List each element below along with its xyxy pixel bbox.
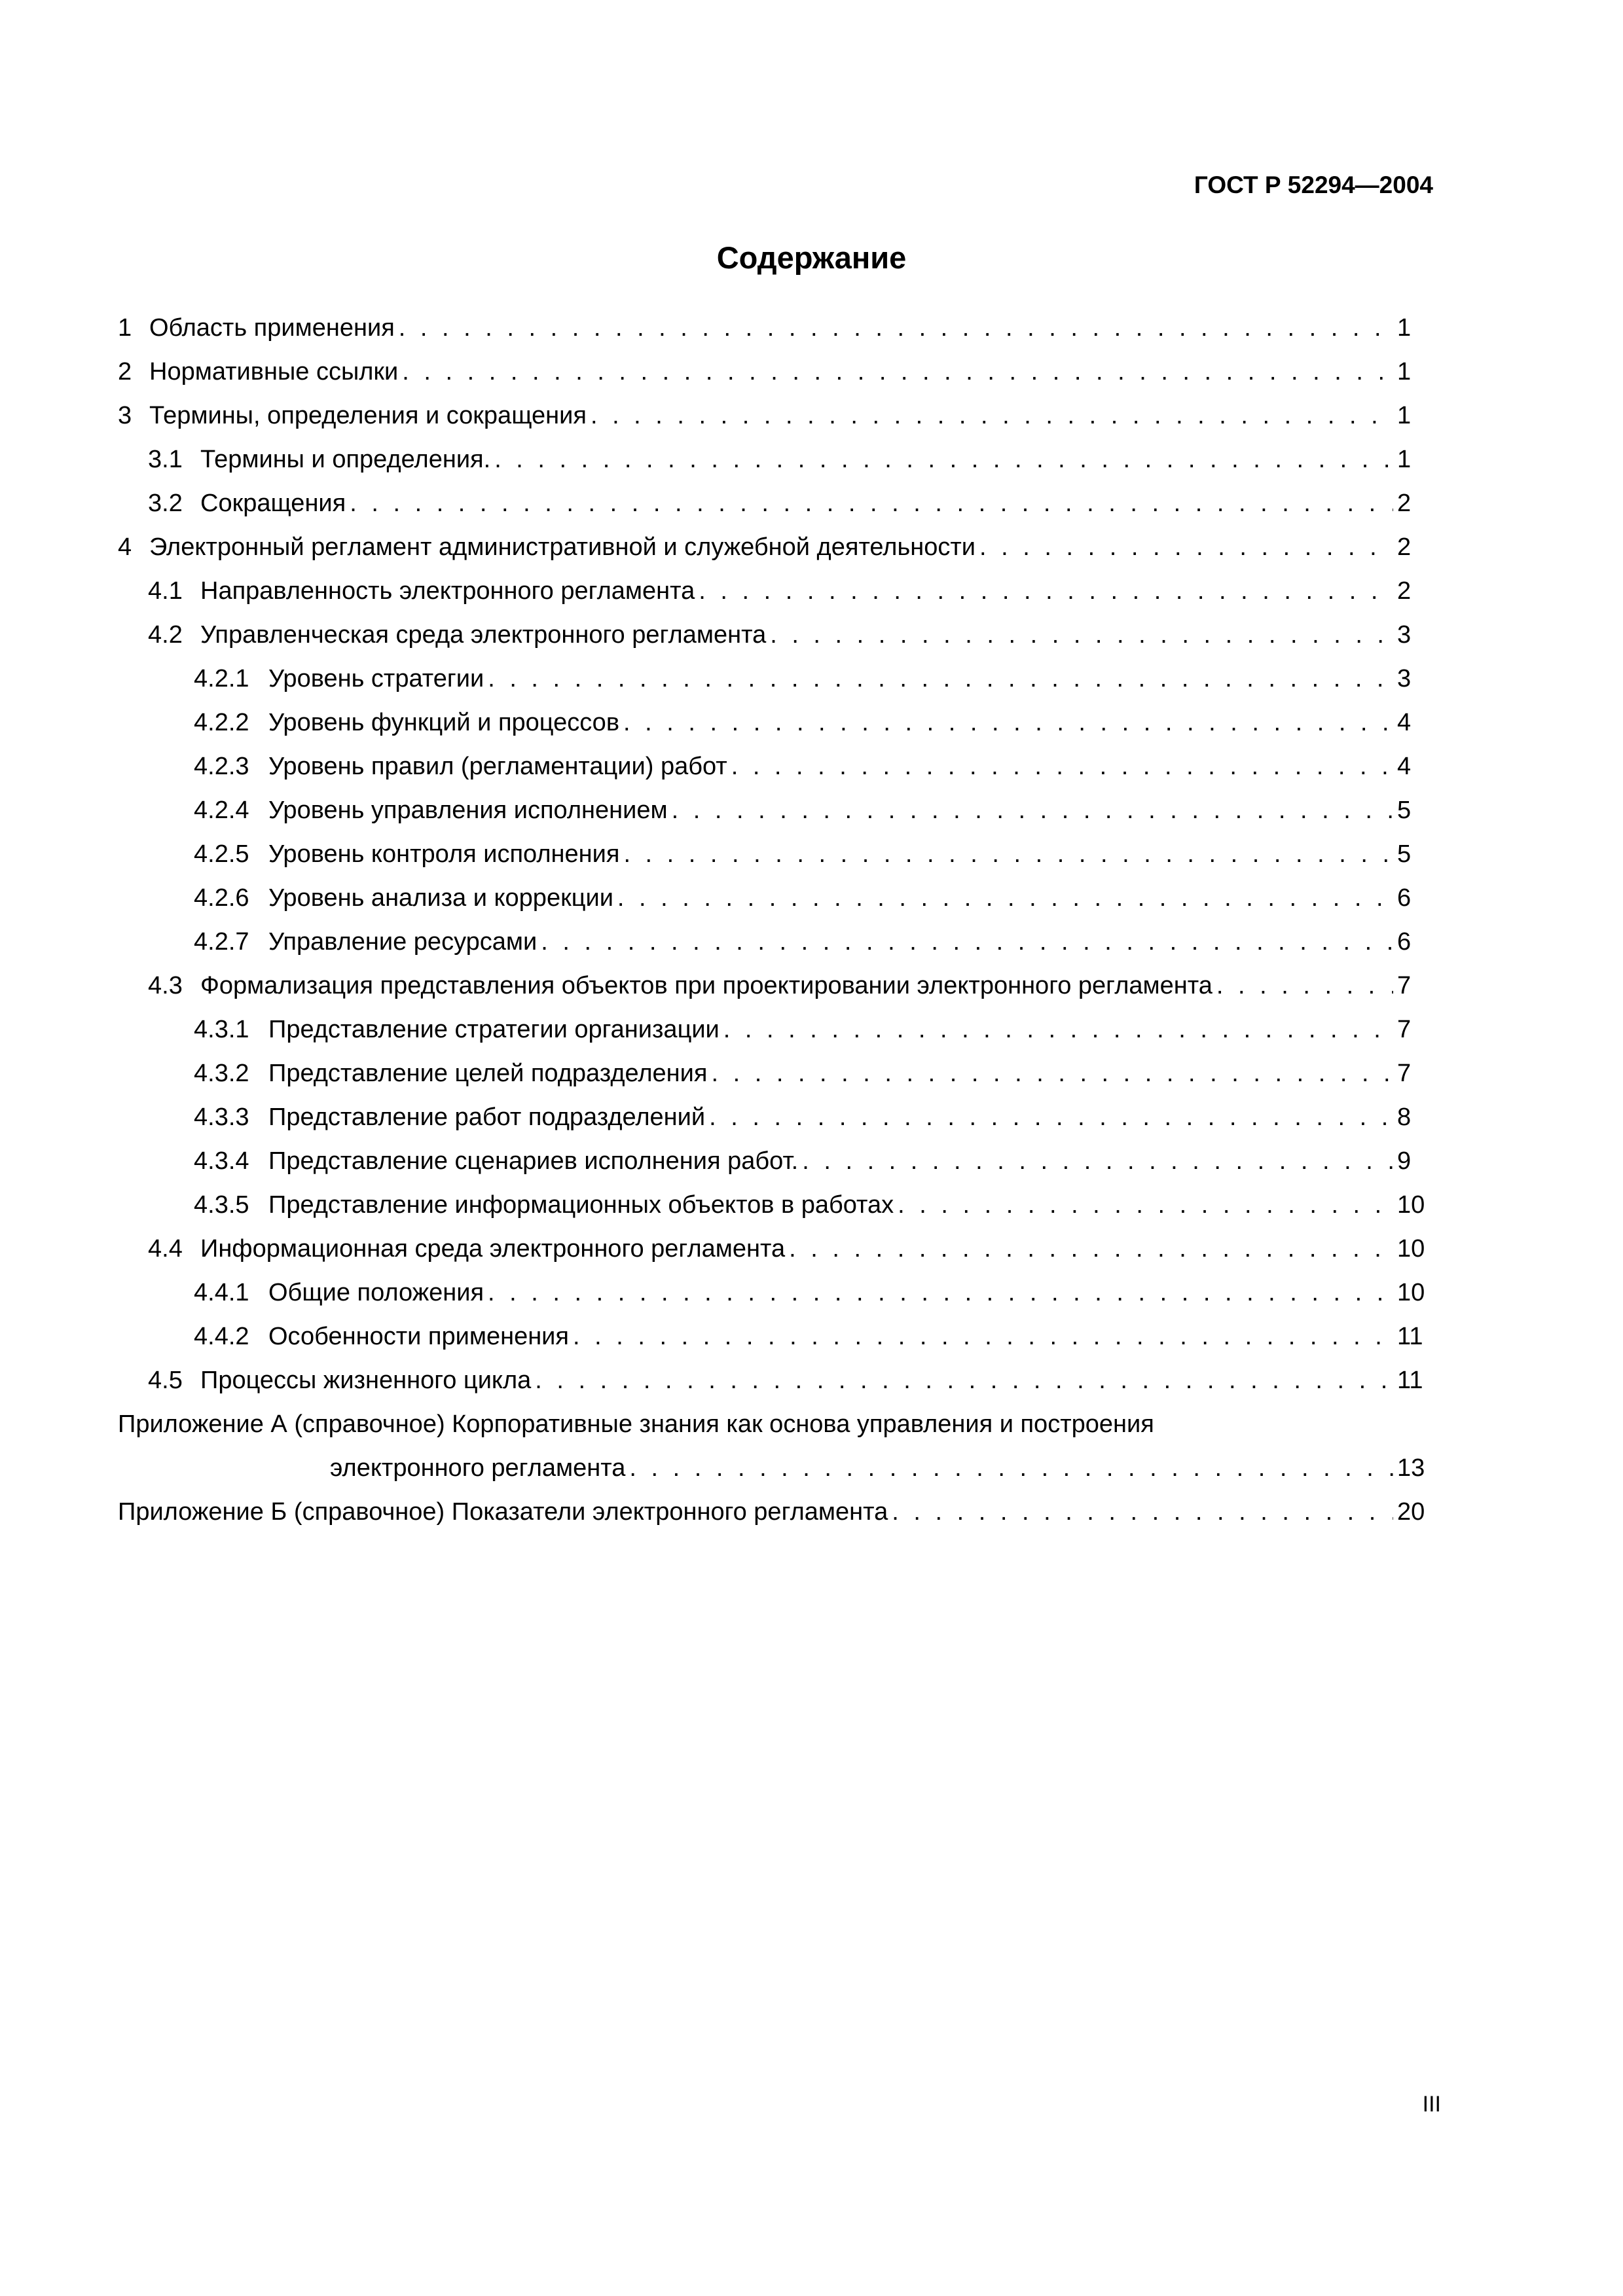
toc-entry-page: 2 bbox=[1397, 490, 1412, 517]
dot-leader bbox=[723, 1008, 1393, 1052]
dot-leader bbox=[350, 482, 1393, 526]
dot-leader bbox=[535, 1359, 1393, 1403]
dot-leader bbox=[770, 613, 1393, 657]
toc-entry-number: 4.2.5 bbox=[194, 840, 249, 868]
toc-entry-title: Формализация представления объектов при проектировании электронного регламента bbox=[200, 972, 1213, 999]
dot-leader bbox=[617, 876, 1393, 920]
dot-leader bbox=[488, 1271, 1393, 1315]
toc-annex-a-continuation[interactable] bbox=[118, 1446, 1436, 1490]
toc-entry-number: 4.2.1 bbox=[194, 665, 249, 692]
annex-b-page: 20 bbox=[1397, 1498, 1425, 1526]
dot-leader bbox=[699, 569, 1393, 613]
document-code: ГОСТ Р 52294—2004 bbox=[1194, 171, 1433, 198]
toc-entry-2[interactable] bbox=[118, 350, 1436, 394]
toc-entry-page: 10 bbox=[1397, 1235, 1425, 1263]
toc-entry-number: 4.3.1 bbox=[194, 1016, 249, 1043]
toc-entry-3-2[interactable] bbox=[118, 482, 1436, 526]
toc-annex-b[interactable] bbox=[118, 1490, 1436, 1534]
annex-a-continuation: электронного регламента bbox=[330, 1454, 626, 1482]
dot-leader bbox=[494, 438, 1393, 482]
toc-entry-page: 1 bbox=[1397, 314, 1412, 342]
dot-leader bbox=[979, 526, 1393, 569]
toc-entry-page: 1 bbox=[1397, 402, 1412, 429]
toc-entry-page: 11 bbox=[1397, 1367, 1423, 1394]
toc-entry-number: 4.2.7 bbox=[194, 928, 249, 956]
toc-entry-number: 4 bbox=[118, 533, 132, 561]
toc-entry-title: Термины, определения и сокращения bbox=[149, 402, 587, 429]
toc-entry-number: 4.4.2 bbox=[194, 1323, 249, 1350]
toc-entry-page: 10 bbox=[1397, 1279, 1425, 1306]
toc-entry-page: 5 bbox=[1397, 797, 1412, 824]
toc-entry-4-2-5[interactable] bbox=[118, 833, 1436, 876]
dot-leader bbox=[789, 1227, 1393, 1271]
toc-entry-number: 4.5 bbox=[148, 1367, 183, 1394]
toc-entry-4-3[interactable] bbox=[118, 964, 1436, 1008]
toc-entry-number: 3.2 bbox=[148, 490, 183, 517]
toc-entry-title: Уровень управления исполнением bbox=[268, 797, 668, 824]
toc-entry-number: 4.3.2 bbox=[194, 1060, 249, 1087]
dot-leader bbox=[591, 394, 1393, 438]
toc-entry-title: Управленческая среда электронного регламента bbox=[200, 621, 767, 649]
dot-leader bbox=[402, 350, 1393, 394]
dot-leader bbox=[623, 833, 1393, 876]
dot-leader bbox=[802, 1139, 1393, 1183]
toc-entry-number: 3.1 bbox=[148, 446, 183, 473]
toc-entry-title: Представление целей подразделения bbox=[268, 1060, 708, 1087]
dot-leader bbox=[672, 789, 1393, 833]
toc-entry-title: Управление ресурсами bbox=[268, 928, 538, 956]
toc-entry-page: 7 bbox=[1397, 972, 1412, 999]
table-of-contents bbox=[118, 306, 1436, 1534]
toc-entry-title: Электронный регламент административной и служебной деятельности bbox=[149, 533, 976, 561]
toc-entry-title: Представление работ подразделений bbox=[268, 1103, 706, 1131]
toc-title: Содержание bbox=[716, 240, 907, 275]
toc-entry-title: Уровень правил (регламентации) работ bbox=[268, 753, 727, 780]
toc-entry-title: Особенности применения bbox=[268, 1323, 569, 1350]
annex-b-label: Приложение Б (справочное) Показатели электронного регламента bbox=[118, 1498, 888, 1526]
dot-leader bbox=[709, 1096, 1393, 1139]
toc-entry-page: 10 bbox=[1397, 1191, 1425, 1219]
toc-entry-title: Общие положения bbox=[268, 1279, 484, 1306]
toc-entry-1[interactable] bbox=[118, 306, 1436, 350]
dot-leader bbox=[898, 1183, 1393, 1227]
toc-entry-page: 7 bbox=[1397, 1060, 1412, 1087]
toc-entry-4-2[interactable] bbox=[118, 613, 1436, 657]
toc-entry-page: 1 bbox=[1397, 446, 1412, 473]
dot-leader bbox=[892, 1490, 1393, 1534]
toc-entry-number: 4.3.5 bbox=[194, 1191, 249, 1219]
toc-entry-page: 5 bbox=[1397, 840, 1412, 868]
dot-leader bbox=[1216, 964, 1393, 1008]
toc-entry-number: 1 bbox=[118, 314, 132, 342]
toc-entry-4-2-4[interactable] bbox=[118, 789, 1436, 833]
toc-entry-page: 4 bbox=[1397, 753, 1412, 780]
dot-leader bbox=[623, 701, 1393, 745]
toc-entry-3[interactable] bbox=[118, 394, 1436, 438]
toc-entry-number: 4.1 bbox=[148, 577, 183, 605]
toc-entry-title: Информационная среда электронного регламента bbox=[200, 1235, 786, 1263]
toc-entry-4-2-7[interactable] bbox=[118, 920, 1436, 964]
dot-leader bbox=[731, 745, 1393, 789]
toc-entry-page: 1 bbox=[1397, 358, 1412, 386]
toc-entry-title: Уровень контроля исполнения bbox=[268, 840, 620, 868]
toc-entry-page: 6 bbox=[1397, 884, 1412, 912]
toc-entry-page: 7 bbox=[1397, 1016, 1412, 1043]
toc-entry-4-4-2[interactable] bbox=[118, 1315, 1436, 1359]
dot-leader bbox=[399, 306, 1393, 350]
dot-leader bbox=[629, 1446, 1393, 1490]
toc-entry-page: 4 bbox=[1397, 709, 1412, 736]
toc-entry-number: 4.3.4 bbox=[194, 1147, 249, 1175]
toc-entry-4-3-1[interactable] bbox=[118, 1008, 1436, 1052]
toc-entry-number: 4.2.2 bbox=[194, 709, 249, 736]
toc-entry-page: 3 bbox=[1397, 621, 1412, 649]
toc-entry-number: 4.3.3 bbox=[194, 1103, 249, 1131]
toc-entry-title: Представление сценариев исполнения работ. bbox=[268, 1147, 799, 1175]
toc-entry-title: Представление информационных объектов в работах bbox=[268, 1191, 894, 1219]
toc-entry-page: 2 bbox=[1397, 577, 1412, 605]
toc-entry-4-3-3[interactable] bbox=[118, 1096, 1436, 1139]
annex-a-label: Приложение А (справочное) Корпоративные знания как основа управления и построения bbox=[118, 1410, 1154, 1438]
toc-entry-title: Уровень анализа и коррекции bbox=[268, 884, 613, 912]
toc-entry-title: Процессы жизненного цикла bbox=[200, 1367, 532, 1394]
toc-entry-number: 4.4.1 bbox=[194, 1279, 249, 1306]
toc-entry-title: Направленность электронного регламента bbox=[200, 577, 695, 605]
dot-leader bbox=[711, 1052, 1393, 1096]
toc-entry-4-3-5[interactable] bbox=[118, 1183, 1436, 1227]
toc-entry-title: Область применения bbox=[149, 314, 395, 342]
toc-entry-number: 4.2.6 bbox=[194, 884, 249, 912]
toc-entry-title: Термины и определения. bbox=[200, 446, 491, 473]
dot-leader bbox=[573, 1315, 1393, 1359]
toc-entry-number: 4.2.4 bbox=[194, 797, 249, 824]
toc-entry-number: 4.3 bbox=[148, 972, 183, 999]
toc-entry-4-4-1[interactable] bbox=[118, 1271, 1436, 1315]
toc-entry-title: Сокращения bbox=[200, 490, 346, 517]
toc-entry-4-2-6[interactable] bbox=[118, 876, 1436, 920]
page-number: III bbox=[1422, 2092, 1441, 2117]
toc-entry-page: 2 bbox=[1397, 533, 1412, 561]
toc-annex-a[interactable] bbox=[118, 1403, 1436, 1446]
toc-entry-4-1[interactable] bbox=[118, 569, 1436, 613]
toc-entry-4[interactable] bbox=[118, 526, 1436, 569]
annex-a-page: 13 bbox=[1397, 1454, 1425, 1482]
toc-entry-4-5[interactable] bbox=[118, 1359, 1436, 1403]
toc-entry-page: 3 bbox=[1397, 665, 1412, 692]
dot-leader bbox=[541, 920, 1393, 964]
toc-entry-number: 3 bbox=[118, 402, 132, 429]
toc-entry-page: 8 bbox=[1397, 1103, 1412, 1131]
toc-entry-number: 4.4 bbox=[148, 1235, 183, 1263]
toc-entry-number: 4.2.3 bbox=[194, 753, 249, 780]
toc-entry-number: 2 bbox=[118, 358, 132, 386]
toc-entry-4-2-3[interactable] bbox=[118, 745, 1436, 789]
toc-entry-title: Представление стратегии организации bbox=[268, 1016, 720, 1043]
toc-entry-4-2-2[interactable] bbox=[118, 701, 1436, 745]
toc-entry-4-3-4[interactable] bbox=[118, 1139, 1436, 1183]
toc-entry-number: 4.2 bbox=[148, 621, 183, 649]
toc-entry-3-1[interactable] bbox=[118, 438, 1436, 482]
toc-entry-page: 11 bbox=[1397, 1323, 1423, 1350]
toc-entry-4-4[interactable] bbox=[118, 1227, 1436, 1271]
dot-leader bbox=[488, 657, 1393, 701]
toc-entry-page: 9 bbox=[1397, 1147, 1412, 1175]
toc-entry-4-3-2[interactable] bbox=[118, 1052, 1436, 1096]
toc-entry-page: 6 bbox=[1397, 928, 1412, 956]
toc-entry-title: Нормативные ссылки bbox=[149, 358, 399, 386]
toc-entry-4-2-1[interactable] bbox=[118, 657, 1436, 701]
toc-entry-title: Уровень стратегии bbox=[268, 665, 484, 692]
toc-entry-title: Уровень функций и процессов bbox=[268, 709, 620, 736]
